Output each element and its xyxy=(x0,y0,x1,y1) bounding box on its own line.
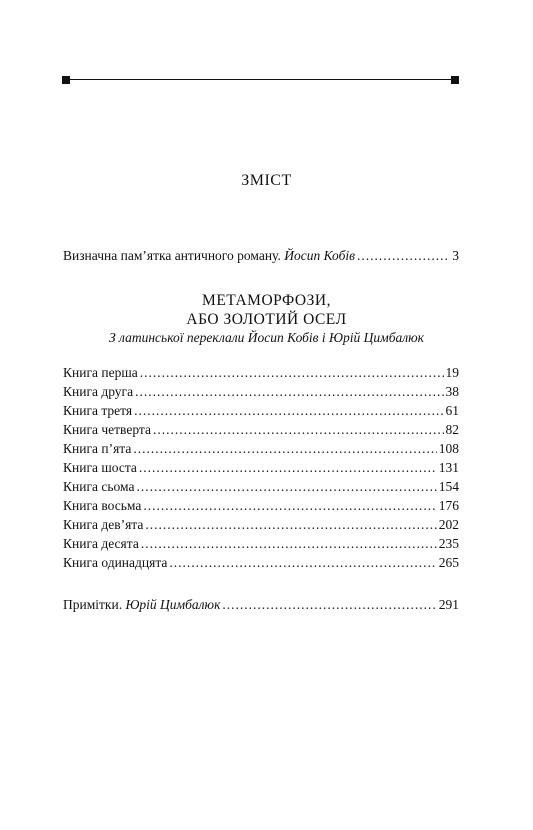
toc-page-number: 291 xyxy=(438,597,459,612)
toc-entry-label: Книга одинадцята xyxy=(63,555,168,570)
toc-entry-label: Книга восьма xyxy=(63,498,142,513)
toc-entry-label: Книга шоста xyxy=(63,460,137,475)
toc-entry-label: Книга сьома xyxy=(63,479,135,494)
work-title-line-1: МЕТАМОРФОЗИ, xyxy=(202,292,331,309)
toc-page-number: 176 xyxy=(438,498,459,513)
toc-entry-book-6[interactable] xyxy=(63,459,459,477)
toc-entry-book-1[interactable] xyxy=(63,364,459,382)
toc-leader-dots xyxy=(153,421,444,439)
toc-page-number: 38 xyxy=(445,384,459,399)
toc-page-number: 265 xyxy=(438,555,459,570)
toc-leader-dots xyxy=(140,364,444,382)
toc-page-number: 235 xyxy=(438,536,459,551)
toc-leader-dots xyxy=(136,478,436,496)
toc-entry-label: Книга четверта xyxy=(63,422,151,437)
toc-entry-book-7[interactable] xyxy=(63,478,459,496)
toc-leader-dots xyxy=(143,497,436,515)
toc-page-number: 82 xyxy=(445,422,459,437)
toc-entry-label: Визначна пам’ятка античного роману. Йосип Кобів xyxy=(63,248,355,263)
toc-entry-book-11[interactable] xyxy=(63,554,459,572)
header-rule xyxy=(62,75,459,85)
toc-leader-dots xyxy=(134,402,443,420)
work-title-line-2: АБО ЗОЛОТИЙ ОСЕЛ xyxy=(186,311,347,328)
toc-page-number: 108 xyxy=(438,441,459,456)
toc-entry-label: Книга п’ята xyxy=(63,441,132,456)
toc-leader-dots xyxy=(222,596,436,614)
toc-page-number: 154 xyxy=(438,479,459,494)
toc-page-number: 19 xyxy=(445,365,459,380)
toc-entry-author: Юрій Цимбалюк xyxy=(125,597,221,612)
toc-page-number: 3 xyxy=(452,248,459,263)
toc-entry-author: Йосип Кобів xyxy=(284,248,355,263)
work-title xyxy=(0,291,533,329)
toc-leader-dots xyxy=(135,383,443,401)
toc-entry-label: Книга перша xyxy=(63,365,138,380)
toc-entry-book-3[interactable] xyxy=(63,402,459,420)
toc-entry-book-4[interactable] xyxy=(63,421,459,439)
toc-entry-label: Книга десята xyxy=(63,536,139,551)
toc-leader-dots xyxy=(141,535,437,553)
toc-leader-dots xyxy=(133,440,436,458)
toc-entry-book-10[interactable] xyxy=(63,535,459,553)
toc-entry-book-8[interactable] xyxy=(63,497,459,515)
header-rule-right-square xyxy=(451,76,459,84)
work-translators: З латинської переклали Йосип Кобів і Юрій Цимбалюк xyxy=(109,330,424,345)
toc-entry-book-9[interactable] xyxy=(63,516,459,534)
toc-page-number: 131 xyxy=(438,460,459,475)
toc-leader-dots xyxy=(357,247,450,265)
toc-entry-book-5[interactable] xyxy=(63,440,459,458)
header-rule-line xyxy=(62,79,459,80)
toc-page-number: 202 xyxy=(438,517,459,532)
toc-entry-label: Примітки. Юрій Цимбалюк xyxy=(63,597,221,612)
toc-page-number: 61 xyxy=(445,403,459,418)
toc-entry-label: Книга третя xyxy=(63,403,133,418)
toc-leader-dots xyxy=(169,554,436,572)
header-rule-left-square xyxy=(62,76,70,84)
toc-entry-intro[interactable] xyxy=(63,247,459,265)
toc-leader-dots xyxy=(145,516,436,534)
toc-entry-label: Книга друга xyxy=(63,384,134,399)
toc-entry-notes[interactable] xyxy=(63,596,459,614)
toc-leader-dots xyxy=(139,459,437,477)
toc-entry-label: Книга дев’ята xyxy=(63,517,144,532)
page-title: ЗМІСТ xyxy=(241,172,292,189)
toc-entry-book-2[interactable] xyxy=(63,383,459,401)
